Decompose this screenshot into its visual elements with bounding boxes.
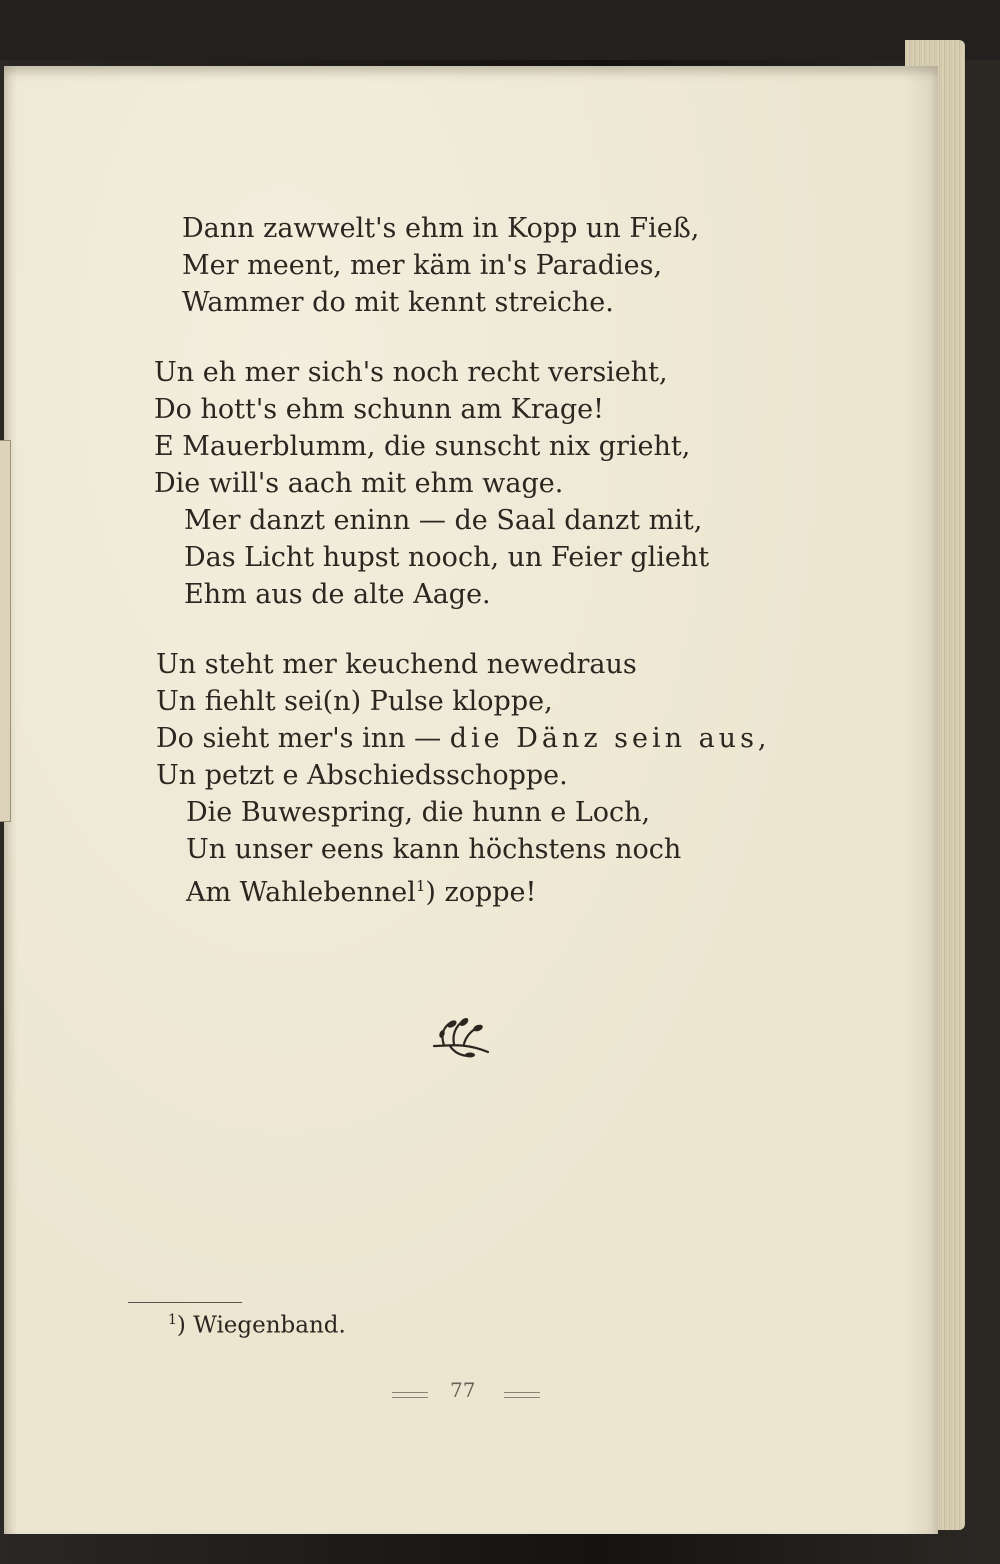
- verse-line: Die will's aach mit ehm wage.: [154, 468, 564, 499]
- verse-line: Un steht mer keuchend newedraus: [156, 649, 637, 680]
- verse-line: Un unser eens kann höchstens noch: [186, 834, 682, 865]
- stanza-2: [154, 354, 709, 613]
- stanza-3: [156, 646, 771, 911]
- footnote-reference: 1: [415, 877, 426, 895]
- verse-line-end: ) zoppe!: [425, 877, 537, 908]
- verse-line: [156, 720, 771, 757]
- verse-line-start: Do sieht mer's inn —: [156, 723, 450, 754]
- page-number-dash-right: [504, 1392, 540, 1398]
- page-number-block: [392, 1378, 542, 1408]
- verse-line: [156, 868, 771, 911]
- verse-line: Das Licht hupst nooch, un Feier glieht: [184, 542, 710, 573]
- verse-line: Mer meent, mer käm in's Paradies,: [182, 250, 663, 281]
- verse-line: Un petzt e Abschiedsschoppe.: [156, 760, 568, 791]
- floral-ornament-icon: [430, 1012, 494, 1060]
- verse-line-text: Am Wahlebennel: [186, 877, 416, 908]
- footnote: [168, 1312, 346, 1339]
- verse-line: Mer danzt eninn — de Saal danzt mit,: [184, 505, 703, 536]
- footnote-text: ) Wiegenband.: [176, 1312, 346, 1339]
- footnote-marker: 1: [168, 1312, 177, 1328]
- verse-line: Do hott's ehm schunn am Krage!: [154, 394, 604, 425]
- verse-line: Ehm aus de alte Aage.: [184, 579, 491, 610]
- verse-line: Un fiehlt sei(n) Pulse kloppe,: [156, 686, 553, 717]
- verse-line: Die Buwespring, die hunn e Loch,: [186, 797, 651, 828]
- verse-line: Un eh mer sich's noch recht versieht,: [154, 357, 668, 388]
- page-number: 77: [450, 1378, 476, 1402]
- footnote-divider: [128, 1302, 242, 1303]
- book-cover-top: [0, 0, 1000, 60]
- verse-line: Wammer do mit kennt streiche.: [182, 287, 614, 318]
- verse-line: E Mauerblumm, die sunscht nix grieht,: [154, 431, 691, 462]
- page-tab-marker: [0, 440, 11, 822]
- stanza-1: [182, 210, 699, 321]
- verse-line: Dann zawwelt's ehm in Kopp un Fieß,: [182, 213, 700, 244]
- page-number-dash-left: [392, 1392, 428, 1398]
- verse-line-spaced-emphasis: die Dänz sein aus,: [449, 723, 771, 754]
